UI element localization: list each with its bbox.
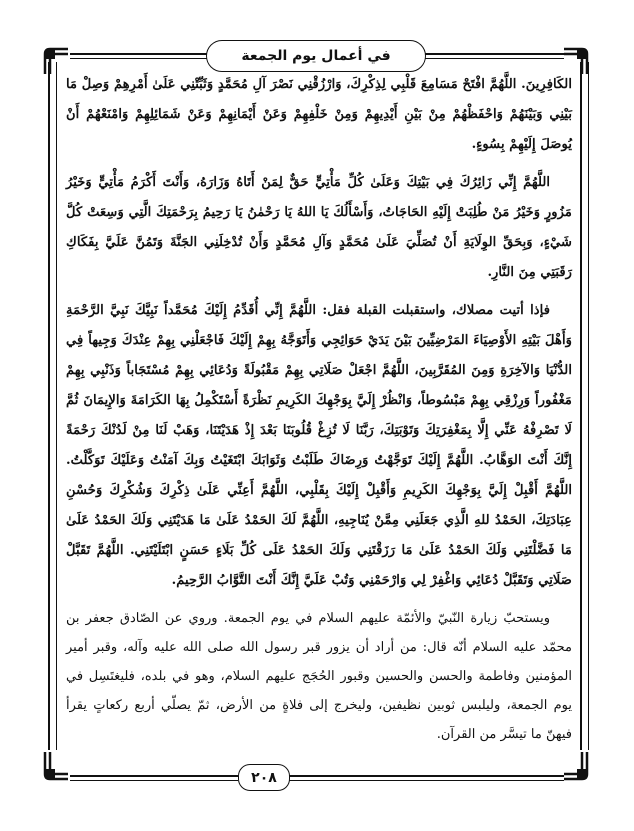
paragraph-supplication-1: الكَافِرِينَ. اللَّهُمَّ افْتَحْ مَسَامِعَ قَلْبِي لِذِكْرِكَ، وَارْزُقْنِي نَصْرَ آلِ مُحَمَّدٍ وَثَبِّتْنِي عَلَىٰ أَمْرِهِمْ وَصِلْ مَا بَيْنِي وَبَيْنَهُمْ وَاحْفَظْهُمْ مِنْ بَيْنِ أَيْدِيهِمْ وَمِنْ خَلْفِهِمْ وَعَنْ أَيْمَانِهِمْ وَعَنْ شَمَائِلِهِمْ وَامْنَعْهُمْ أَنْ يُوصَلَ إِلَيْهِمْ بِسُوءٍ. — [66, 77, 572, 152]
page-number: ٢٠٨ — [251, 769, 277, 786]
chapter-title: في أعمال يوم الجمعة — [241, 48, 391, 64]
corner-ornament-icon — [42, 46, 68, 76]
top-rule-right — [424, 53, 564, 59]
paragraph-prayer-instructions: فإذا أتيت مصلاك، واستقبلت القبلة فقل: اللَّهُمَّ إِنِّي أُقَدِّمُ إِلَيْكَ مُحَمَّداً نَبِيَّكَ نَبِيَّ الرَّحْمَةِ وَأَهْلَ بَيْتِهِ الأَوْصِيَاءَ المَرْضِيِّينَ بَيْنَ يَدَيْ حَوَائِجِي وَأَتَوَجَّهُ بِهِمْ إِلَيْكَ فَاجْعَلْنِي بِهِمْ عِنْدَكَ وَجِيهاً فِي الدُّنْيَا وَالآخِرَةِ وَمِنَ المُقَرَّبِينَ، اللَّهُمَّ اجْعَلْ صَلَاتِي بِهِمْ مَقْبُولَةً وَدُعَائِي بِهِمْ مُسْتَجَاباً وَذَنْبِي بِهِمْ مَغْفُوراً وَرِزْقِي بِهِمْ مَبْسُوطاً، وَانْظُرْ إِلَيَّ بِوَجْهِكَ الكَرِيمِ نَظْرَةً أَسْتَكْمِلُ بِهَا الكَرَامَةَ وَالإِيمَانَ ثُمَّ لَا تَصْرِفْهُ عَنِّي إِلَّا بِمَغْفِرَتِكَ وَتَوْبَتِكَ، رَبَّنَا لَا تُزِغْ قُلُوبَنَا بَعْدَ إِذْ هَدَيْتَنَا، وَهَبْ لَنَا مِنْ لَدُنْكَ رَحْمَةً إِنَّكَ أَنْتَ الوَهَّابُ. اللَّهُمَّ إِلَيْكَ تَوَجَّهْتُ وَرِضَاكَ طَلَبْتُ وَثَوَابَكَ ابْتَغَيْتُ وَبِكَ آمَنْتُ وَعَلَيْكَ تَوَكَّلْتُ. اللَّهُمَّ أَقْبِلْ إِلَيَّ بِوَجْهِكَ الكَرِيمِ وَأَقْبِلْ إِلَيْكَ بِقَلْبِي، اللَّهُمَّ أَعِنِّي عَلَىٰ ذِكْرِكَ وَشُكْرِكَ وَحُسْنِ عِبَادَتِكَ، الحَمْدُ للهِ الَّذِي جَعَلَنِي مِمَّنْ يُنَاجِيهِ، اللَّهُمَّ لَكَ الحَمْدُ عَلَىٰ مَا هَدَيْتَنِي وَلَكَ الحَمْدُ عَلَىٰ مَا فَضَّلْتَنِي وَلَكَ الحَمْدُ عَلَىٰ مَا رَزَقْتَنِي وَلَكَ الحَمْدُ عَلَى كُلِّ بَلَاءٍ حَسَنٍ ابْتَلَيْتَنِي. اللَّهُمَّ تَقَبَّلْ صَلَاتِي وَتَقَبَّلْ دُعَائِي وَاغْفِرْ لِي وَارْحَمْنِي وَتُبْ عَلَيَّ إِنَّكَ أَنْتَ التَّوَّابُ الرَّحِيمُ. — [66, 303, 572, 588]
paragraph-supplication-2: اللَّهُمَّ إِنِّي زَائِرُكَ فِي بَيْتِكَ وَعَلَىٰ كُلِّ مَأْتِيٍّ حَقٌّ لِمَنْ أَتَاهُ وَزَارَهُ، وَأَنْتَ أَكْرَمُ مَأْتِيٍّ وَخَيْرُ مَزُورٍ وَخَيْرُ مَنْ طُلِبَتْ إِلَيْهِ الحَاجَاتُ، وَأَسْأَلُكَ يَا اللهُ يَا رَحْمٰنُ يَا رَحِيمُ بِرَحْمَتِكَ الَّتِي وَسِعَتْ كُلَّ شَيْءٍ، وَبِحَقِّ الوِلَايَةِ أَنْ تُصَلِّيَ عَلَىٰ مُحَمَّدٍ وَآلِ مُحَمَّدٍ وَأَنْ تُدْخِلَنِي الجَنَّةَ وَتَمُنَّ عَلَيَّ بِفَكَاكِ رَقَبَتِي مِنَ النَّارِ. — [66, 175, 572, 280]
chapter-title-box — [206, 40, 426, 72]
page-content — [66, 70, 572, 749]
frame-right-border — [580, 62, 589, 750]
top-rule-left — [70, 53, 208, 59]
frame-left-border — [48, 62, 57, 750]
bottom-rule-left — [70, 775, 238, 781]
paragraph-ziyara-narration: ويستحبّ زيارة النّبيّ والأئمّة عليهم السلام في يوم الجمعة. وروي عن الصّادق جعفر بن محمّد عليه السلام أنّه قال: من أراد أن يزور قبر رسول الله صلى الله عليه وآله، وقبر أمير المؤمنين وفاطمة والحسن والحسين وقبور الحُجَج عليهم السلام، وهو في بلده، فليغتَسِل في يوم الجمعة، وليلبس ثوبين نظيفين، وليخرج إلى فلاةٍ من الأرض، ثمّ يصلّي أربع ركعاتٍ يقرأ فيهنّ ما تيسَّر من القرآن. — [66, 611, 572, 742]
corner-ornament-icon — [42, 752, 68, 782]
corner-ornament-icon — [564, 752, 590, 782]
bottom-rule-right — [288, 775, 564, 781]
page-number-box — [238, 764, 290, 791]
